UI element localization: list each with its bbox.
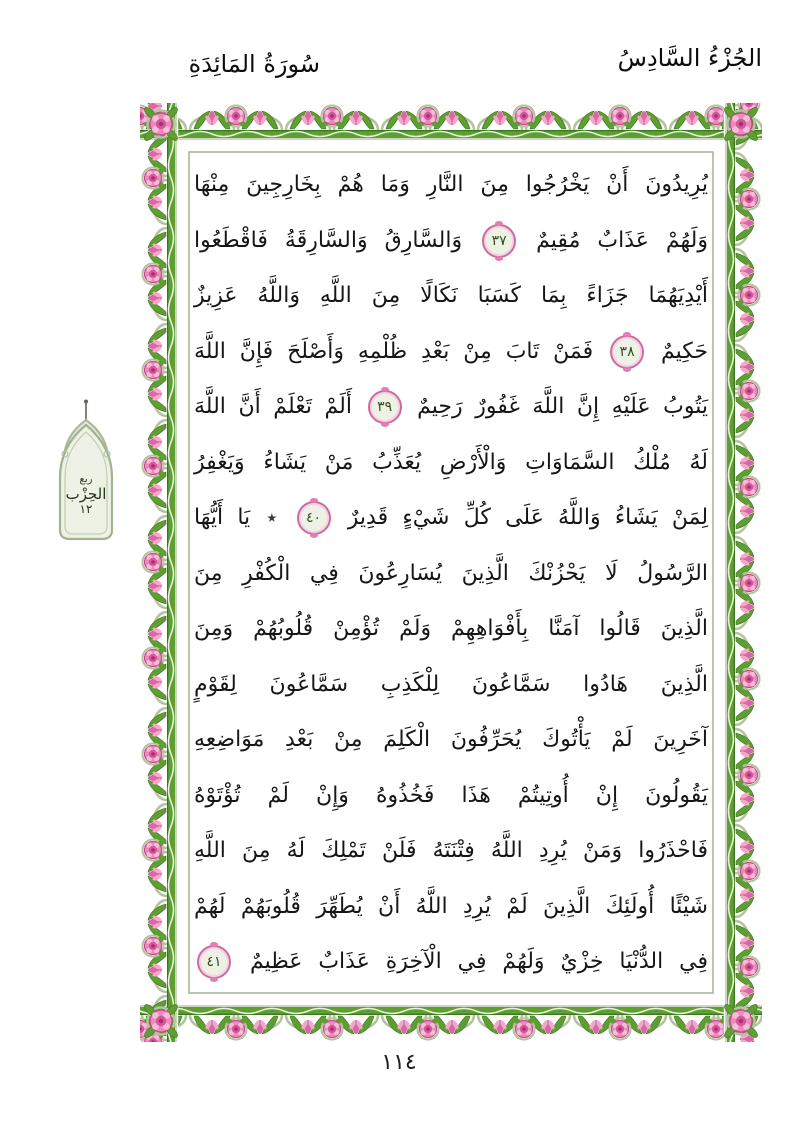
hizb-word-label: الحِزْب [65, 484, 107, 503]
hizb-marker [50, 398, 122, 546]
quran-line [194, 490, 708, 546]
ayah-text: وَلَهُمْ عَذَابٌ مُقِيمٌ [536, 227, 709, 253]
ayah-number-medallion: ٤٠ [297, 501, 331, 535]
ayah-text: أَلَمْ تَعْلَمْ أَنَّ اللَّهَ [194, 394, 352, 419]
quran-line [194, 268, 708, 324]
border-strip-top [140, 106, 762, 142]
ayah-text: حَكِيمٌ [660, 338, 708, 364]
ayah-text: فَمَنْ تَابَ مِنْ بَعْدِ ظُلْمِهِ وَأَصْلَحَ فَإِنَّ اللَّهَ [194, 338, 594, 364]
quran-line [194, 768, 708, 824]
ayah-text: لِمَنْ يَشَاءُ وَاللَّهُ عَلَى كُلِّ شَيْءٍ قَدِيرٌ [347, 505, 709, 530]
quran-line [194, 213, 708, 269]
ayah-text: فَاحْذَرُوا وَمَنْ يُرِدِ اللَّهُ فِتْنَتَهُ فَلَنْ تَمْلِكَ لَهُ مِنَ اللَّهِ [194, 838, 708, 863]
ayah-text: وَالسَّارِقُ وَالسَّارِقَةُ فَاقْطَعُوا [194, 227, 463, 253]
ayah-text: آخَرِينَ لَمْ يَأْتُوكَ يُحَرِّفُونَ الْكَلِمَ مِنْ بَعْدِ مَوَاضِعِهِ [194, 727, 708, 752]
ayah-text: الرَّسُولُ لَا يَحْزُنْكَ الَّذِينَ يُسَارِعُونَ فِي الْكُفْرِ مِنَ [194, 560, 708, 586]
hizb-number: ١٢ [79, 501, 93, 516]
ayah-text: يَتُوبُ عَلَيْهِ إِنَّ اللَّهَ غَفُورٌ رَحِيمٌ [417, 394, 708, 419]
ayah-number-medallion: ٣٧ [482, 224, 516, 258]
quran-line [194, 546, 708, 602]
corner-rose-icon [723, 1003, 760, 1040]
ayah-text: شَيْئًا أُولَئِكَ الَّذِينَ لَمْ يُرِدِ اللَّهُ أَنْ يُطَهِّرَ قُلُوبَهُمْ لَهُمْ [194, 893, 708, 919]
quran-line [194, 934, 708, 990]
ayah-text: الَّذِينَ هَادُوا سَمَّاعُونَ لِلْكَذِبِ سَمَّاعُونَ لِقَوْمٍ [194, 671, 708, 697]
quran-line [194, 324, 708, 380]
corner-rose-icon [143, 1003, 180, 1040]
ayah-number-medallion: ٤١ [197, 945, 231, 979]
quran-lines [194, 157, 708, 990]
juz-label: الجُزْءُ السَّادِسُ [617, 44, 762, 72]
hizb-rub-label: ربع [79, 474, 93, 485]
ayah-text: يَا أَيُّهَا [194, 505, 251, 530]
hizb-medallion-icon [50, 398, 122, 543]
ayah-number-medallion: ٣٩ [368, 390, 402, 424]
border-strip-bottom [140, 1004, 762, 1040]
ayah-text: الَّذِينَ قَالُوا آمَنَّا بِأَفْوَاهِهِمْ وَلَمْ تُؤْمِنْ قُلُوبُهُمْ وَمِنَ [194, 616, 708, 641]
border-strip-right [724, 103, 760, 1042]
ayah-number-medallion: ٣٨ [610, 335, 644, 369]
ayah-text: يُرِيدُونَ أَنْ يَخْرُجُوا مِنَ النَّارِ وَمَا هُمْ بِخَارِجِينَ مِنْهَا [194, 172, 708, 197]
quran-line [194, 879, 708, 935]
ayah-text: أَيْدِيَهُمَا جَزَاءً بِمَا كَسَبَا نَكَالًا مِنَ اللَّهِ وَاللَّهُ عَزِيزٌ [194, 283, 708, 308]
quran-line [194, 657, 708, 713]
quran-line [194, 435, 708, 491]
page-number: ١١٤ [381, 1050, 417, 1075]
rub-el-hizb-star-icon: ٭ [266, 505, 278, 530]
quran-line [194, 379, 708, 435]
surah-label: سُورَةُ المَائِدَةِ [188, 50, 320, 78]
ayah-text: يَقُولُونَ إِنْ أُوتِيتُمْ هَذَا فَخُذُوهُ وَإِنْ لَمْ تُؤْتَوْهُ [194, 782, 708, 808]
ayah-text: فِي الدُّنْيَا خِزْيٌ وَلَهُمْ فِي الْآخِرَةِ عَذَابٌ عَظِيمٌ [249, 949, 709, 974]
quran-line [194, 712, 708, 768]
quran-line [194, 823, 708, 879]
corner-rose-icon [723, 106, 760, 143]
hizb-marker-text [50, 474, 122, 517]
quran-line [194, 601, 708, 657]
ayah-text: لَهُ مُلْكُ السَّمَاوَاتِ وَالْأَرْضِ يُعَذِّبُ مَنْ يَشَاءُ وَيَغْفِرُ [194, 449, 708, 475]
quran-line [194, 157, 708, 213]
corner-rose-icon [143, 106, 180, 143]
border-strip-left [143, 103, 179, 1042]
